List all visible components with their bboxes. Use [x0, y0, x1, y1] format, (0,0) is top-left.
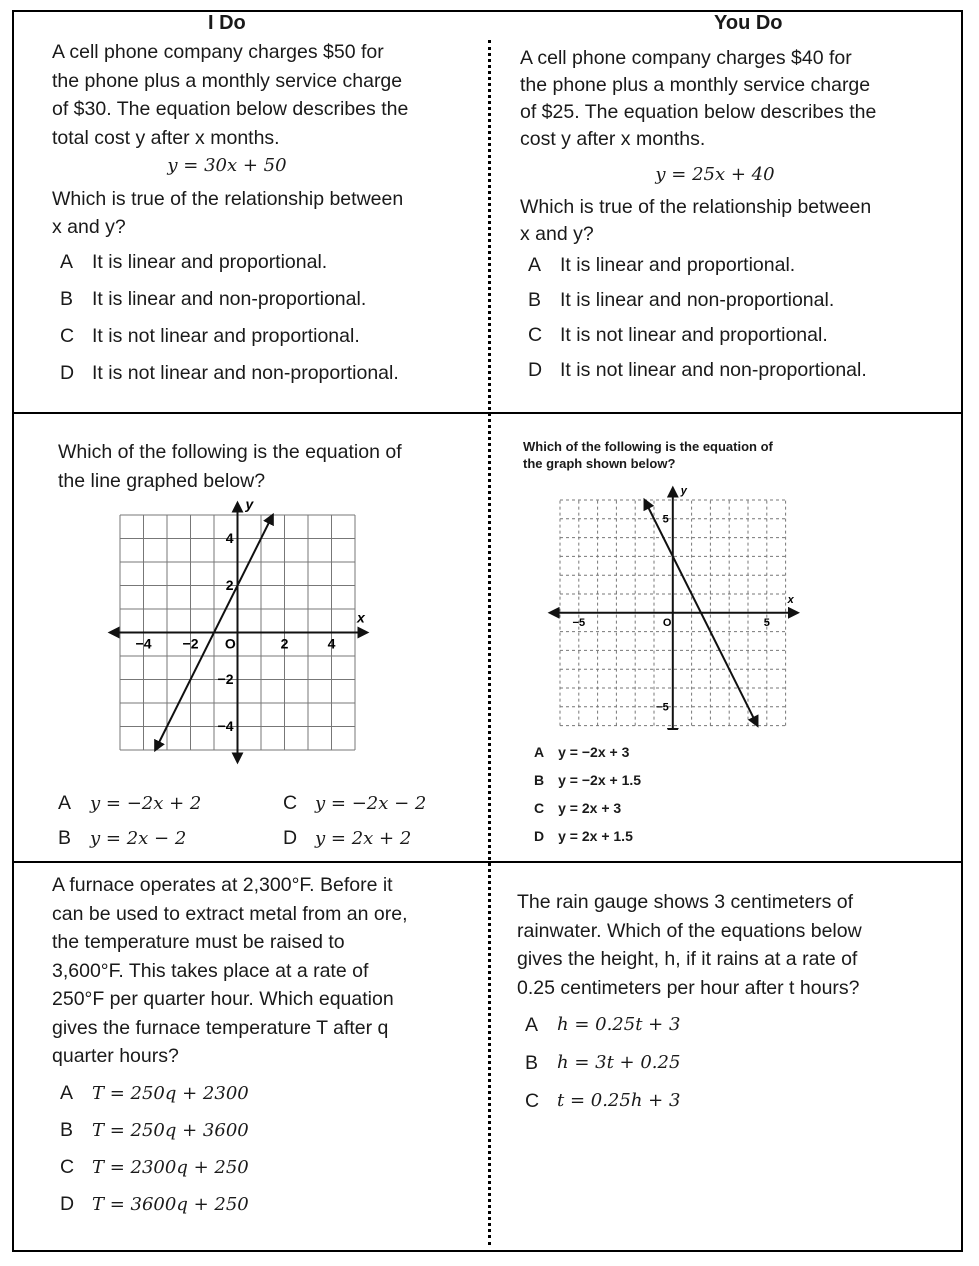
text-line: rainwater. Which of the equations below — [517, 919, 862, 942]
option-b[interactable]: B T = 250q + 3600 — [60, 1118, 249, 1141]
text-line: of $25. The equation below describes the — [520, 101, 877, 123]
question-1-i-do — [52, 38, 482, 396]
text-line: 3,600°F. This takes place at a rate of — [52, 959, 369, 982]
text-line: A cell phone company charges $40 for — [520, 47, 852, 69]
text-line: the graph shown below? — [523, 456, 676, 471]
option-a[interactable]: A y = −2x + 3 — [534, 744, 630, 760]
text-line: 0.25 centimeters per hour after t hours? — [517, 976, 860, 999]
question-2-you-do — [523, 438, 853, 472]
option-b[interactable]: B It is linear and non-proportional. — [60, 287, 367, 310]
y-axis-label: y — [245, 496, 254, 512]
text-line: The rain gauge shows 3 centimeters of — [517, 891, 854, 913]
question-2-i-do — [58, 438, 478, 495]
y-axis-label: y — [680, 485, 687, 497]
text-line: the temperature must be raised to — [52, 931, 345, 953]
option-d[interactable]: D It is not linear and non-proportional. — [60, 361, 399, 384]
text-line: x and y? — [52, 216, 126, 238]
option-a[interactable]: A h = 0.25t + 3 — [525, 1014, 681, 1036]
option-b[interactable]: B y = 2x − 2 — [58, 827, 187, 849]
column-divider — [488, 40, 491, 1245]
text-line: of $30. The equation below describes the — [52, 98, 409, 120]
equation: y = 30x + 50 — [167, 155, 287, 176]
text-line: gives the height, h, if it rains at a rate of — [517, 948, 858, 970]
text-line: 250°F per quarter hour. Which equation — [52, 988, 394, 1010]
header-you-do: You Do — [714, 12, 783, 34]
text-line: Which is true of the relationship between — [52, 187, 404, 210]
text-line: can be used to extract metal from an ore, — [52, 902, 408, 925]
question-3-i-do — [52, 871, 482, 1223]
text-line: Which is true of the relationship between — [520, 196, 872, 218]
option-c[interactable]: C It is not linear and proportional. — [60, 324, 360, 347]
equation: y = 25x + 40 — [655, 164, 775, 185]
option-d[interactable]: D y = 2x + 1.5 — [534, 828, 633, 844]
option-c[interactable]: C t = 0.25h + 3 — [525, 1090, 681, 1112]
option-d[interactable]: D It is not linear and non-proportional. — [528, 359, 867, 381]
question-3-you-do — [517, 888, 957, 1120]
text-line: Which of the following is the equation of — [58, 441, 402, 463]
option-b[interactable]: B h = 3t + 0.25 — [525, 1052, 681, 1074]
y-tick-label: −2 — [217, 671, 234, 688]
origin-label: O — [224, 635, 236, 652]
graph-i-do — [100, 495, 380, 785]
text-line: the phone plus a monthly service charge — [520, 74, 871, 96]
y-tick-label: 5 — [662, 513, 669, 526]
question-1-you-do — [520, 45, 950, 392]
text-line: quarter hours? — [52, 1045, 179, 1067]
y-tick-label: −5 — [656, 701, 669, 714]
option-a[interactable]: A y = −2x + 2 — [58, 792, 202, 814]
option-d[interactable]: D T = 3600q + 250 — [60, 1192, 249, 1215]
y-tick-label: −4 — [217, 718, 234, 735]
option-b[interactable]: B y = −2x + 1.5 — [534, 772, 642, 788]
option-c[interactable]: C T = 2300q + 250 — [60, 1155, 249, 1178]
option-c[interactable]: C y = −2x − 2 — [283, 792, 427, 814]
option-b[interactable]: B It is linear and non-proportional. — [528, 289, 835, 311]
y-tick-label: 4 — [225, 530, 234, 547]
text-line: x and y? — [520, 223, 594, 245]
text-line: A furnace operates at 2,300°F. Before it — [52, 874, 393, 896]
option-a[interactable]: A It is linear and proportional. — [528, 254, 796, 276]
x-axis-label: x — [787, 593, 794, 606]
x-tick-label: −5 — [572, 616, 586, 629]
option-d[interactable]: D y = 2x + 2 — [283, 827, 412, 849]
text-line: A cell phone company charges $50 for — [52, 41, 384, 63]
header-i-do: I Do — [208, 12, 246, 34]
text-line: cost y after x months. — [520, 128, 706, 150]
graph-you-do — [540, 480, 810, 730]
text-line: the phone plus a monthly service charge — [52, 69, 403, 92]
y-tick-label: 2 — [225, 577, 234, 594]
x-tick-label: 4 — [327, 635, 336, 652]
text-line: Which of the following is the equation of — [523, 439, 773, 454]
x-tick-label: 5 — [763, 616, 770, 629]
origin-label: O — [662, 616, 672, 629]
option-a[interactable]: A T = 250q + 2300 — [60, 1081, 249, 1104]
option-a[interactable]: A It is linear and proportional. — [60, 250, 328, 273]
text-line: total cost y after x months. — [52, 126, 280, 149]
option-c[interactable]: C It is not linear and proportional. — [528, 324, 828, 346]
x-axis-label: x — [357, 609, 365, 626]
x-tick-label: −4 — [135, 635, 152, 652]
x-tick-label: 2 — [280, 635, 289, 652]
question-2-options — [58, 786, 478, 856]
option-c[interactable]: C y = 2x + 3 — [534, 800, 622, 816]
text-line: gives the furnace temperature T after q — [52, 1016, 389, 1039]
text-line: the line graphed below? — [58, 469, 266, 492]
x-tick-label: −2 — [182, 635, 199, 652]
question-2-you-do-options — [520, 738, 820, 850]
